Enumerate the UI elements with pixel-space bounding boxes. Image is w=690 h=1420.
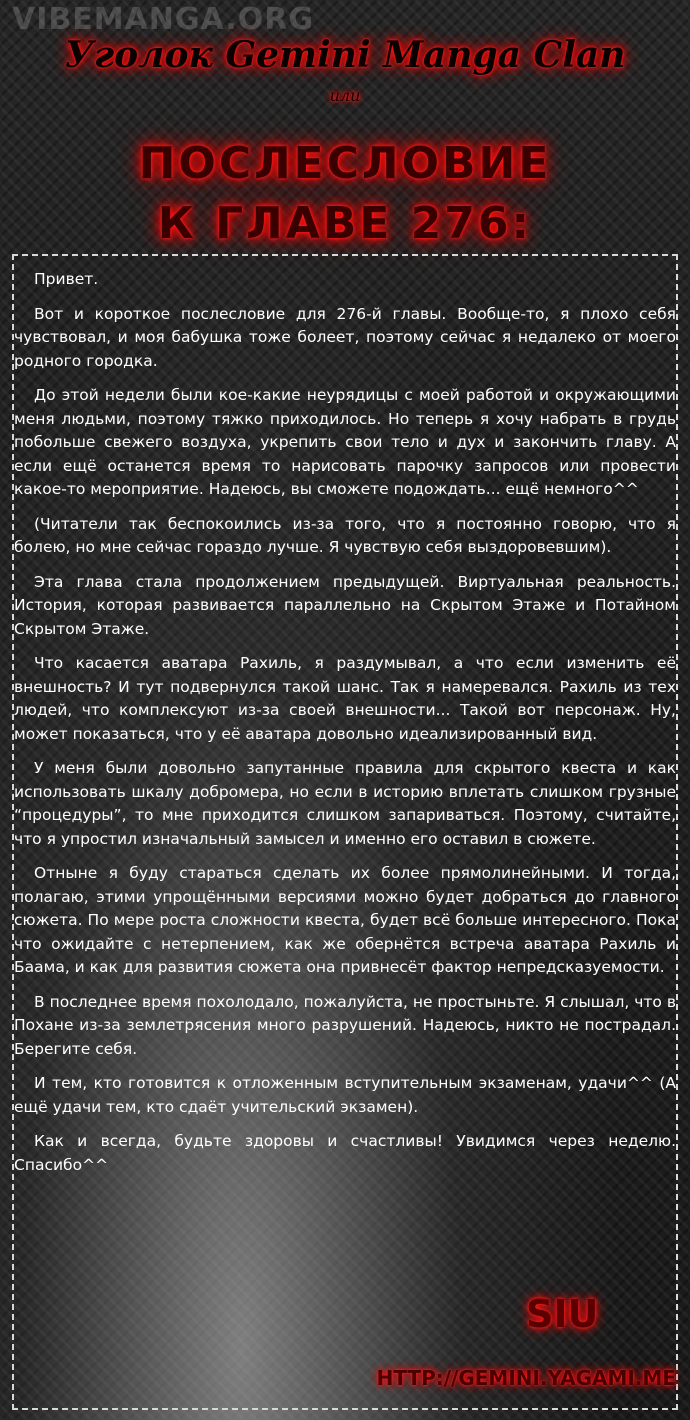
paragraph: И тем, кто готовится к отложенным вступительным экзаменам, удачи^^ (А ещё удачи тем, кто сдаёт учительский экзамен). (14, 1074, 676, 1116)
afterword-title-line2: К ГЛАВЕ 276: (157, 198, 533, 249)
site-url: HTTP://GEMINI.YAGAMI.ME (376, 1366, 676, 1390)
or-label: или (329, 86, 361, 105)
paragraph: Отныне я буду стараться сделать их более прямолинейными. И тогда, полагаю, этими упрощёнными версиями можно будет добраться до главного сюжета. По мере роста сложности квеста, будет всё больше интересного. Пока что ожидайте с нетерпением, как же обернётся встреча аватара Рахиль и Баама, и как для развития сюжета она привнесёт фактор непредсказуемости. (14, 864, 676, 976)
paragraph: Вот и короткое послесловие для 276-й главы. Вообще-то, я плохо себя чувствовал, и моя бабушка тоже болеет, поэтому сейчас я недалеко от моего родного городка. (14, 304, 676, 370)
paragraph: Эта глава стала продолжением предыдущей. Виртуальная реальность. История, которая развивается параллельно на Скрытом Этаже и Потайном Скрытом Этаже. (14, 572, 676, 638)
author-signature: SIU (526, 1292, 599, 1336)
paragraph: У меня были довольно запутанные правила для скрытого квеста и как использовать шкалу добромера, но если в историю вплетать слишком грузные “процедуры”, то мне приходится слишком запариваться. Поэтому, считайте, что я упростил изначальный замысел и именно его оставил в сюжете. (14, 759, 676, 848)
paragraph: Как и всегда, будьте здоровы и счастливы! Увидимся через неделю. Спасибо^^ (14, 1132, 676, 1174)
paragraph: В последнее время похолодало, пожалуйста, не простыньте. Я слышал, что в Похане из-за землетрясения много разрушений. Надеюсь, никто не пострадал. Берегите себя. (14, 992, 676, 1058)
paragraph: До этой недели были кое-какие неурядицы с моей работой и окружающими меня людьми, поэтому тяжко приходилось. Но теперь я хочу набрать в грудь побольше свежего воздуха, укрепить свои тело и дух и закончить главу. А если ещё останется время то нарисовать парочку запросов или провести какое-то мероприятие. Надеюсь, вы сможете подождать... ещё немного^^ (14, 386, 676, 498)
afterword-body (14, 268, 676, 1188)
afterword-title-line1: ПОСЛЕСЛОВИЕ (138, 138, 552, 189)
corner-title: Уголок Gemini Manga Clan (64, 34, 626, 76)
paragraph: Что касается аватара Рахиль, я раздумывал, а что если изменить её внешность? И тут подвернулся такой шанс. Так я намеревался. Рахиль из тех людей, что комплексуют из-за своей внешности... Такой вот персонаж. Ну, может показаться, что у её аватара довольно идеализированный вид. (14, 654, 676, 743)
paragraph: Привет. (34, 270, 99, 288)
paragraph: (Читатели так беспокоились из-за того, что я постоянно говорю, что я болею, но мне сейчас гораздо лучше. Я чувствую себя выздоровевшим). (14, 514, 676, 556)
site-watermark: VIBEMANGA.ORG (12, 2, 314, 37)
